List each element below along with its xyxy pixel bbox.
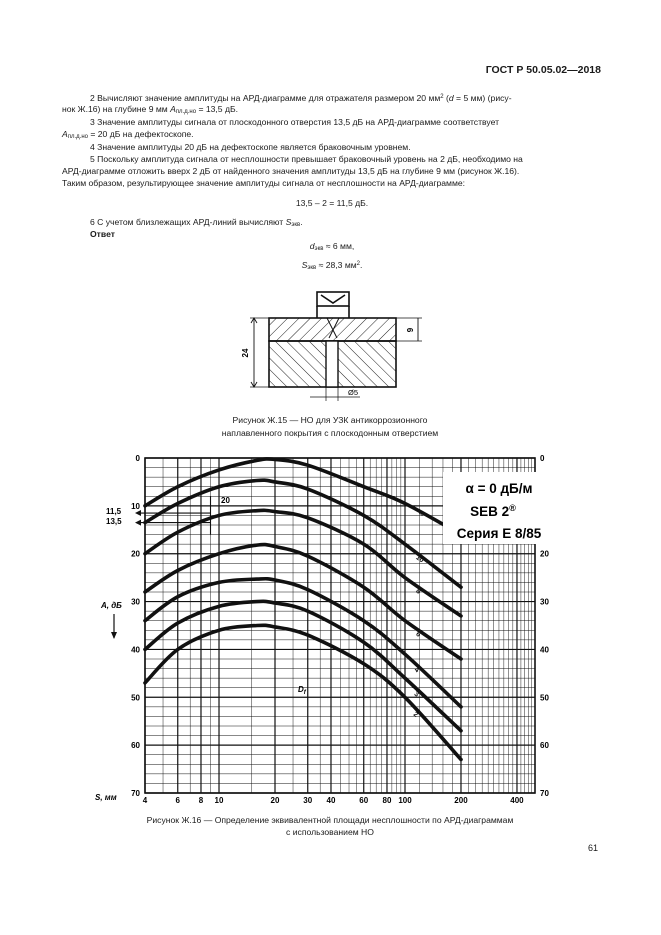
y-tick-label-left: 70	[131, 789, 140, 798]
y-tick-label-left: 40	[131, 645, 140, 655]
marker-arrow	[135, 510, 141, 516]
curve-label: 4	[412, 666, 421, 675]
paragraph-2-line-1: 2 Вычисляют значение амплитуды на АРД-диаграмме для отражателя размером 20 $мм^2$ (d = 5 мм) (рису-	[90, 93, 512, 103]
figure-16-caption-line-2: с использованием НО	[286, 827, 374, 837]
paragraph-2-line-2: нок Ж.16) на глубине 9 мм Aпл.д.но = 13,5 дБ.	[62, 104, 239, 115]
y-tick-label-right: 60	[540, 741, 549, 751]
y-tick-label-left: 0	[135, 454, 140, 463]
y-tick-label-left: 20	[131, 549, 140, 559]
figure-16-chart	[95, 448, 575, 810]
curve-label: 2	[411, 710, 420, 719]
y-tick-label-right: 50	[540, 693, 549, 703]
curve-label: 3	[412, 690, 420, 699]
formula: 13,5 – 2 = 11,5 дБ.	[295, 198, 369, 208]
x-tick-label: 6	[175, 796, 180, 805]
y-tick-label-right: 30	[540, 597, 549, 607]
x-tick-label: 8	[198, 796, 204, 805]
curve-label: 6	[414, 630, 422, 639]
figure-15-caption-line-1: Рисунок Ж.15 — НО для УЗК антикоррозионного	[232, 415, 428, 425]
paragraph-3-line-1: 3 Значение амплитуды сигнала от плоскодонного отверстия 13,5 дБ на АРД-диаграмме соответствует	[90, 117, 500, 127]
figure-15-drawing	[230, 285, 430, 407]
legend-alpha: α = 0 дБ/м	[465, 481, 533, 496]
x-axis-label: S, мм	[95, 793, 117, 802]
curve-label: 10	[414, 554, 425, 565]
paragraph-3-line-2: Aпл.д.но = 20 дБ на дефектоскопе.	[62, 129, 194, 140]
marker-11-5-label: 11,5	[106, 507, 122, 516]
y-tick-label-left: 30	[131, 597, 140, 607]
page-number: 61	[587, 843, 598, 853]
marker-13-5-label: 13,5	[106, 517, 122, 526]
flat-bottom-hole	[326, 341, 338, 387]
x-tick-label: 60	[359, 796, 369, 805]
x-tick-label: 4	[142, 796, 148, 805]
marker-20-label: 20	[221, 496, 230, 505]
x-tick-label: 20	[270, 796, 280, 805]
curve-label: ∞	[416, 510, 425, 519]
x-tick-label: 400	[510, 796, 524, 805]
y-tick-label-right: 0	[540, 454, 545, 463]
curve-label: 8	[414, 587, 422, 596]
legend-series: Серия E 8/85	[456, 526, 542, 541]
y-tick-label-left: 60	[131, 741, 140, 751]
x-tick-label: 100	[398, 796, 412, 805]
x-tick-label: 30	[303, 796, 313, 805]
answer-label: Ответ	[90, 229, 115, 239]
paragraph-5-line-2: АРД-диаграмме отложить вверх 2 дБ от найденного значения амплитуды 13,5 дБ на глубине 9 мм (рисунок Ж.16).	[62, 166, 520, 176]
x-tick-label: 40	[326, 796, 336, 805]
answer-s-equivalent: Sэкв ≈ 28,3 $мм^2$.	[301, 260, 363, 271]
y-tick-label-left: 50	[131, 693, 140, 703]
dim-24-label: 24	[241, 348, 250, 358]
x-tick-label: 200	[454, 796, 468, 805]
paragraph-5-line-3: Таким образом, результирующее значение амплитуды сигнала от несплошности на АРД-диаграмме:	[62, 178, 466, 188]
y-tick-label-left: 10	[131, 501, 140, 511]
dim-hole-label: Ø5	[348, 388, 359, 397]
standard-header: ГОСТ Р 50.05.02—2018	[485, 64, 601, 76]
y-tick-label-right: 20	[540, 549, 549, 559]
figure-15-caption-line-2: наплавленного покрытия с плоскодонным отверстием	[221, 428, 439, 438]
x-tick-label: 80	[382, 796, 392, 805]
y-axis-label: A, дБ	[101, 601, 122, 610]
y-tick-label-right: 70	[540, 789, 549, 798]
x-tick-label: 10	[214, 796, 224, 805]
marker-arrow	[135, 520, 141, 526]
paragraph-4: 4 Значение амплитуды 20 дБ на дефектоскопе является браковочным уровнем.	[90, 142, 411, 152]
figure-16-caption-line-1: Рисунок Ж.16 — Определение эквивалентной площади несплошности по АРД-диаграммам	[146, 815, 514, 825]
paragraph-6: 6 С учетом близлежащих АРД-линий вычисляют Sэкв.	[90, 217, 303, 228]
dim-9-label: 9	[406, 327, 415, 333]
y-tick-label-right: 40	[540, 645, 549, 655]
answer-d-equivalent: dэкв ≈ 6 мм,	[309, 241, 355, 252]
paragraph-5-line-1: 5 Поскольку амплитуда сигнала от несплошности превышает браковочный уровень на 2 дБ, необходимо на	[90, 154, 523, 164]
legend-seb: SEB 2®	[470, 503, 516, 519]
d-f-label: $D_f$	[298, 685, 306, 696]
